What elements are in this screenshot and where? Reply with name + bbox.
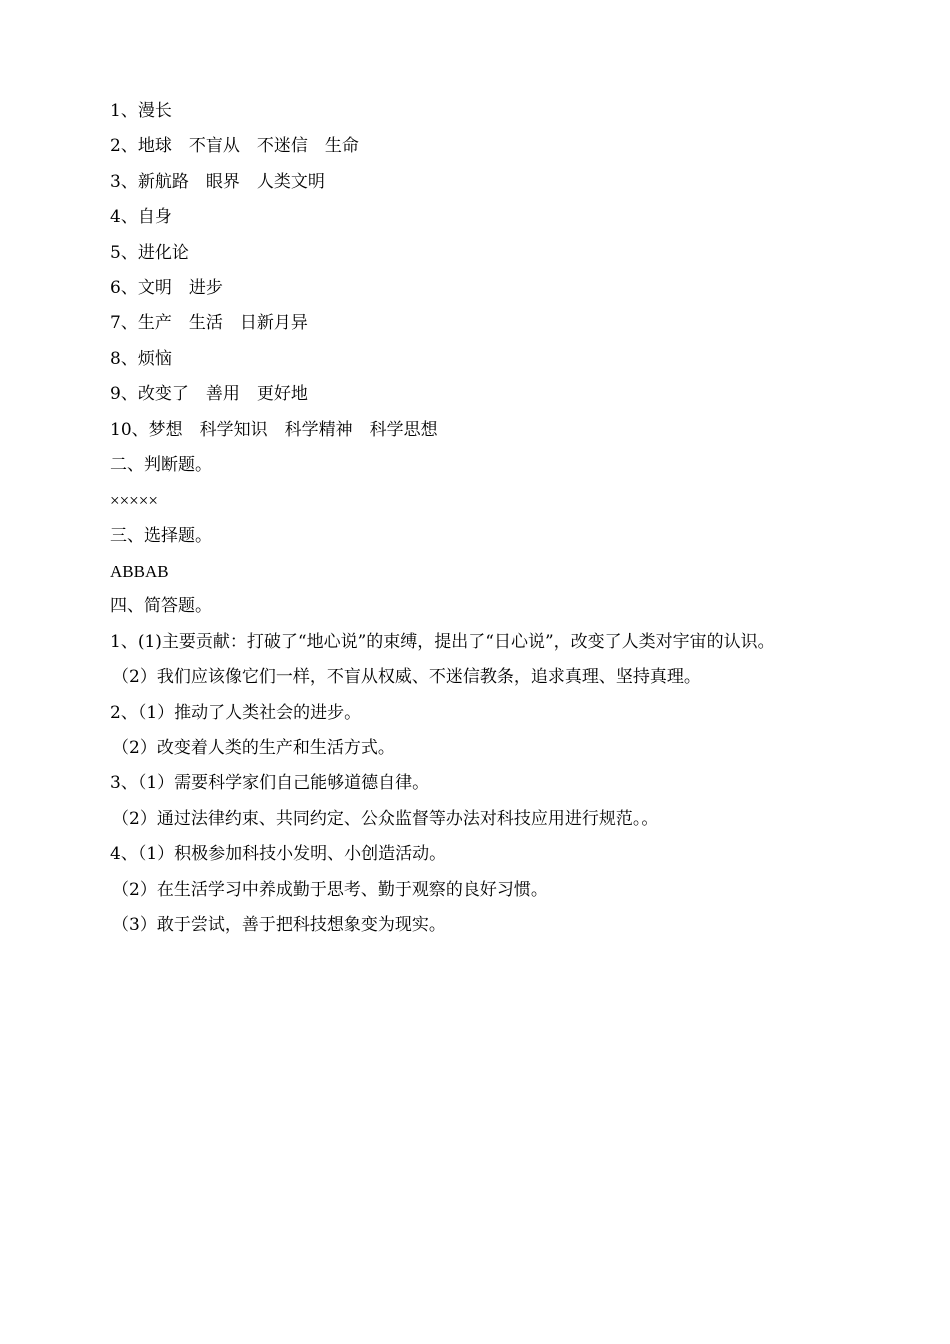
fill-in-answer-1: 1、漫长: [110, 101, 172, 121]
short-answer-item-4-part-3: （3）敢于尝试，善于把科技想象变为现实。: [112, 915, 446, 935]
fill-in-answer-4: 4、自身: [110, 207, 172, 228]
short-answer-item-4-part-2: （2）在生活学习中养成勤于思考、勤于观察的良好习惯。: [112, 879, 548, 900]
judgment-answer: ×××××: [110, 491, 158, 511]
short-answer-heading: 四、简答题。: [110, 596, 212, 617]
fill-in-answer-9: 9、改变了 善用 更好地: [110, 384, 308, 405]
short-answer-item-2-part-1: 2、（1）推动了人类社会的进步。: [110, 702, 362, 723]
fill-in-answer-3: 3、新航路 眼界 人类文明: [110, 171, 325, 192]
fill-in-answer-7: 7、生产 生活 日新月异: [110, 313, 308, 334]
answer-key: [110, 94, 845, 943]
choice-answer: ABBAB: [110, 562, 169, 582]
short-answer-item-3-part-1: 3、（1）需要科学家们自己能够道德自律。: [110, 773, 430, 794]
judgment-heading: 二、判断题。: [110, 454, 212, 475]
short-answer-item-1-part-2: （2）我们应该像它们一样，不盲从权威、不迷信教条，追求真理、坚持真理。: [112, 667, 701, 688]
short-answer-item-3-part-2: （2）通过法律约束、共同约定、公众监督等办法对科技应用进行规范。。: [112, 808, 659, 829]
fill-in-answer-6: 6、文明 进步: [110, 277, 223, 298]
short-answer-item-4-part-1: 4、（1）积极参加科技小发明、小创造活动。: [110, 844, 447, 865]
fill-in-answer-10: 10、梦想 科学知识 科学精神 科学思想: [110, 419, 438, 440]
choice-heading: 三、选择题。: [110, 525, 212, 546]
short-answer-item-2-part-2: （2）改变着人类的生产和生活方式。: [112, 738, 395, 759]
fill-in-answer-8: 8、烦恼: [110, 348, 172, 369]
fill-in-answer-2: 2、地球 不盲从 不迷信 生命: [110, 136, 359, 157]
fill-in-answer-5: 5、进化论: [110, 242, 189, 263]
short-answer-item-1-part-1: 1、(1)主要贡献：打破了“地心说”的束缚，提出了“日心说”，改变了人类对宇宙的认识。: [110, 631, 775, 652]
